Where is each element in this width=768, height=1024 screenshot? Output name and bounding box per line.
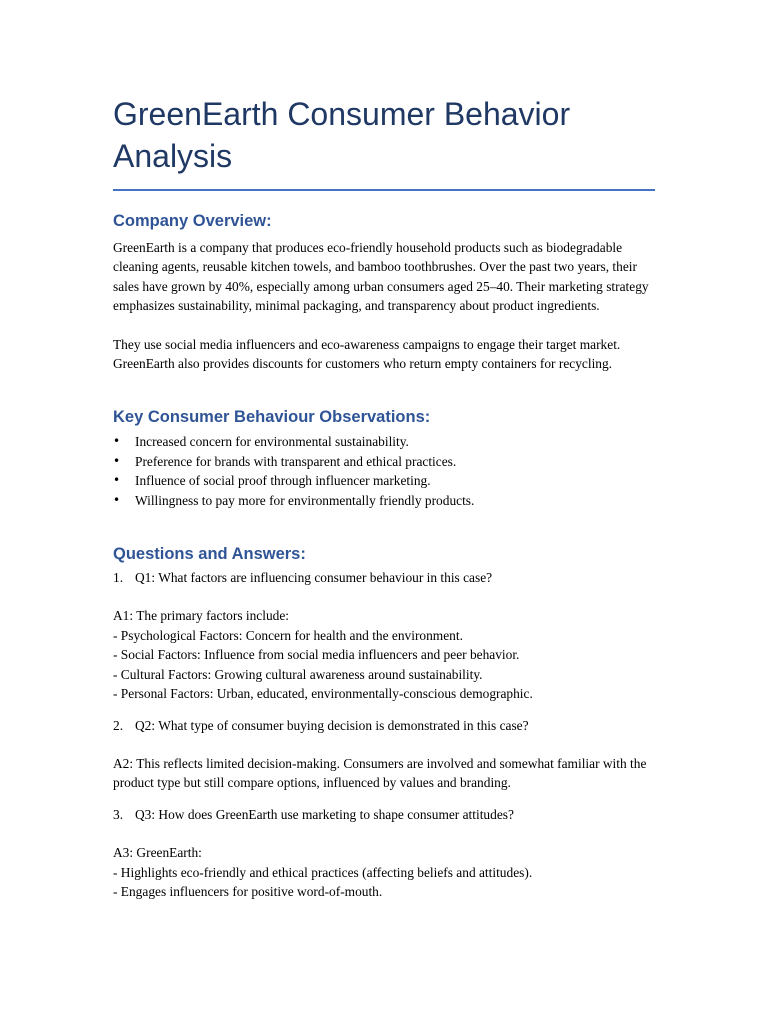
answer-line: A1: The primary factors include: bbox=[113, 608, 290, 624]
overview-paragraph-1: GreenEarth is a company that produces eco-friendly household products such as biodegradable cleaning agents, reusable kitchen towels, and bamboo toothbrushes. Over the past two years, their sales have grown by 40%, especially among urban consumers aged 25–40. Their marketing strategy emphasizes sustainability, minimal packaging, and transparency about product ingredients. bbox=[113, 240, 649, 314]
list-item bbox=[113, 452, 655, 471]
answer-line: - Social Factors: Influence from social media influencers and peer behavior. bbox=[113, 647, 520, 663]
answer-line: A2: This reflects limited decision-making. Consumers are involved and somewhat familiar with the product type but still compare options, influenced by values and branding. bbox=[113, 755, 647, 791]
question-text: Q2: What type of consumer buying decision is demonstrated in this case? bbox=[135, 717, 529, 733]
section-heading-company-overview: Company Overview: bbox=[113, 212, 272, 230]
question-number: 3. bbox=[113, 806, 124, 822]
question-number: 1. bbox=[113, 570, 124, 586]
answer-line: - Engages influencers for positive word-of-mouth. bbox=[113, 883, 383, 899]
list-item bbox=[113, 491, 655, 510]
list-item-text: Preference for brands with transparent and ethical practices. bbox=[135, 453, 457, 469]
answer-line: - Highlights eco-friendly and ethical practices (affecting beliefs and attitudes). bbox=[113, 864, 533, 880]
list-item-text: Increased concern for environmental sustainability. bbox=[135, 434, 409, 450]
answer-line: - Psychological Factors: Concern for health and the environment. bbox=[113, 627, 463, 643]
bullet-icon: • bbox=[113, 492, 121, 507]
bullet-icon: • bbox=[113, 473, 121, 488]
question-1 bbox=[113, 568, 655, 587]
list-item-text: Influence of social proof through influencer marketing. bbox=[135, 473, 431, 489]
title-underline-rule bbox=[113, 189, 655, 191]
answer-1 bbox=[113, 606, 655, 703]
answer-line: - Personal Factors: Urban, educated, environmentally-conscious demographic. bbox=[113, 686, 533, 702]
question-2 bbox=[113, 716, 655, 735]
answer-3 bbox=[113, 843, 655, 901]
bullet-icon: • bbox=[113, 453, 121, 468]
question-3 bbox=[113, 805, 655, 824]
observations-list bbox=[113, 432, 655, 510]
question-text: Q1: What factors are influencing consumer behaviour in this case? bbox=[135, 570, 493, 586]
list-item-text: Willingness to pay more for environmentally friendly products. bbox=[135, 492, 475, 508]
section-heading-questions-answers: Questions and Answers: bbox=[113, 545, 306, 564]
document-title: GreenEarth Consumer Behavior Analysis bbox=[113, 96, 571, 174]
answer-line: - Cultural Factors: Growing cultural awareness around sustainability. bbox=[113, 666, 483, 682]
answer-line: A3: GreenEarth: bbox=[113, 845, 202, 861]
list-item bbox=[113, 432, 655, 451]
question-text: Q3: How does GreenEarth use marketing to shape consumer attitudes? bbox=[135, 806, 514, 822]
question-number: 2. bbox=[113, 717, 124, 733]
list-item bbox=[113, 471, 655, 490]
answer-2 bbox=[113, 754, 655, 793]
overview-paragraph-2: They use social media influencers and eco-awareness campaigns to engage their target market. GreenEarth also provides discounts for customers who return empty containers for recycling. bbox=[113, 336, 621, 372]
section-heading-observations: Key Consumer Behaviour Observations: bbox=[113, 408, 431, 427]
bullet-icon: • bbox=[113, 434, 121, 449]
